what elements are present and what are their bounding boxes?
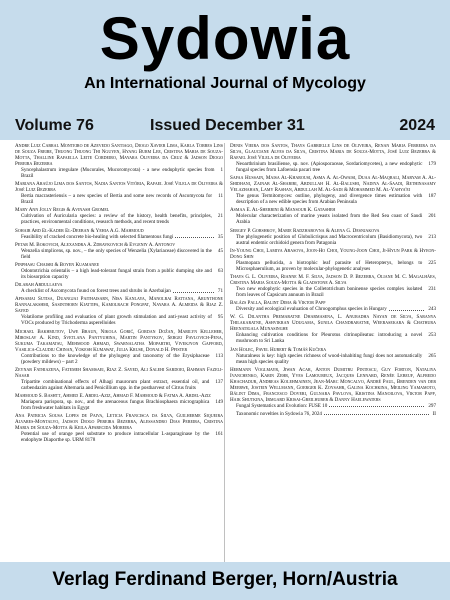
toc-entry — [230, 228, 436, 246]
volume-label: Volume 76 — [15, 117, 94, 134]
toc-entry-authors: Ana Patricia Sousa Lopes de Paiva, Leticia Francisca da Silva, Guilherme Siqueira Alvares-Montalvo, Jadson Diogo Pereira Bezerra, Alessandro Dias Pereira, Cristina Maria de Souza-Motta & Keila Aparecida Moreira — [15, 413, 223, 432]
toc-entry-title-line — [15, 314, 223, 326]
journal-title: Sydowia — [99, 5, 351, 72]
toc-entry-title-line — [230, 411, 436, 417]
toc-entry-authors: Pinphasu Chaisri & Boyen Kuamanee — [15, 261, 100, 268]
toc-entry-title: Mariapora parispora, sp. nov., and the arenaceous fungus Brachiosphaera micrographica from freshwater habitats in Egypt — [21, 398, 210, 411]
toc-leader-dots — [175, 234, 213, 239]
table-of-contents — [0, 143, 450, 563]
toc-entry-page: 35 — [217, 233, 223, 240]
toc-entry-title-line — [15, 234, 223, 240]
toc-entry-page: 21 — [217, 213, 223, 220]
toc-entry-title-line — [230, 286, 436, 298]
toc-entry-title-line — [230, 260, 436, 272]
toc-entry-title-line — [15, 399, 223, 411]
toc-entry-page: 243 — [428, 306, 436, 313]
issue-year: 2024 — [399, 117, 435, 134]
toc-entry-authors: Mahmoud S. Bashtt, Ahmed E. Abdel-Aziz, Ahmad F. Mahmoud & Fatma A. Abdel-Aziz — [15, 392, 211, 399]
toc-entry — [15, 296, 223, 326]
toc-entry-title: Neoarthrinium brasiliense, sp. nov. (Apiosporaceae, Sordariomycetes), a new endophytic fungal species from Lafoensia pacari tree — [236, 161, 423, 173]
toc-entry-title: Naturalness is key: high species richness of wood-inhabiting fungi does not automatically mean high species quality — [236, 352, 423, 365]
publisher-band — [0, 562, 450, 600]
toc-entry-title: Feasibility of cracked concrete bio-healing with selected filamentous fungi — [21, 233, 174, 240]
toc-entry-title: Contributions to the knowledge of the phylogeny and taxonomy of the Erysiphaceae (powdery mildews) – part 2 — [21, 352, 210, 365]
toc-entry-page: 137 — [215, 378, 223, 385]
toc-entry-title-line — [230, 332, 436, 344]
toc-entry-page: 231 — [428, 285, 436, 292]
toc-entry — [15, 181, 223, 205]
toc-entry-authors: Hermann Voglmayr, Jiwan Acar, Anton Dumitru Pintescu, Guy Forton, Nataliya Ivanchenko, Karin Zehr, Yves Lamoureux, Jacques Lennard, Renée Lebeuf, Alfredo Khachadur, Andreas Kolehmainen, Jean-Marc Moncalvo, André Paul, Brenden van der Meerwe, Jostein Wellmann, Goerger K. Zoysahr, Galina Kochkina, Meiling Yamamoto, Bálint Dima, Francesco Doveri, Gulnara Pavlova, Kristina Manoilova, Viktor Papp, Haik Shutkina, Irmgard Krisai-Greilhuber & Danny Haelewaters — [230, 366, 436, 403]
contents-column-left — [15, 143, 223, 563]
toc-entry-authors: W. G. Dilantha Premaratne Dharmasena, L. Anuradha Nayan de Silva, Saranya Thilakaratne, Ashvikran Udugama, Sunila Chandraratne, Weerasekara & Chathura Heenatigala Munasinghe — [230, 314, 436, 333]
toc-entry-title: The phylogenetic position of Globulicrispus and Macrocentricolum (Basidiomycota), two austral endemic orchidoid genera from Patagonia — [236, 233, 423, 246]
toc-entry-title: Two new endophytic species in the Colletotrichum boninense species complex isolated from leaves of Capsicum annuum in Brazil — [236, 285, 423, 298]
toc-entry-page: 161 — [215, 431, 223, 438]
toc-entry-authors: Balázs Palla, Balint Dima & Viktor Papp — [230, 300, 326, 307]
toc-entry-title-line — [230, 213, 436, 225]
toc-entry-title-line — [230, 306, 436, 312]
toc-entry — [230, 314, 436, 344]
toc-entry-page: 225 — [428, 259, 436, 266]
toc-entry — [15, 262, 223, 280]
toc-entry — [15, 228, 223, 240]
toc-entry-page: 265 — [428, 352, 436, 359]
toc-entry-authors: In-Young Choi, Lamiya Abasova, Joon-Ho Choi, Young-Joon Choi, Ji-Hyun Park & Hyeon-Dong Shin — [230, 247, 436, 260]
toc-entry-title-line — [15, 268, 223, 280]
toc-entry-title-line — [15, 213, 223, 225]
column-divider — [224, 143, 225, 563]
toc-entry — [15, 282, 223, 294]
toc-entry-title: Bertia macrasteriensis – a new species of Bertia and some new records of Ascomycota for Brazil — [21, 193, 213, 206]
toc-entry-title: Volatilome profiling and evaluation of plant growth stimulation and anti-yeast activity of VOCs produced by Trichoderma asperelloides — [21, 314, 212, 327]
toc-entry — [230, 367, 436, 409]
toc-leader-dots — [329, 403, 424, 408]
toc-entry-authors: Zeynab Fathiazena, Fatemeh Shamsaei, Riaz Z. Sayed, Ali Salehi Sardoei, Bahman Fazeli-Nasab — [15, 366, 223, 379]
toc-entry-title: Plasmopara pellucida, a biotrophic leaf parasite of Heteropterys, belongs to Microsphaerulium, as proven by molecular-phylogenetic analyses — [236, 259, 423, 272]
toc-entry-title: Molecular characterization of marine yeasts isolated from the Red Sea coast of Saudi Arabia — [236, 213, 423, 226]
toc-entry-authors: Apisamai Sutisa, Duangjai Paithaisarn, Nisa Kanlaya, Manolrai Rattana, Arunthone Rannalakshmi, Sasinthorn Kiattipa, Kamolrach Pongpat, Nayara A. Almeida & Riaz Z. Sayed — [15, 296, 223, 315]
toc-entry-title: Cultivation of Auricularia species: a review of the history, health benefits, principles, practices, environmental conditions, research methods, and recent trends — [21, 213, 212, 226]
toc-entry-authors: Jan Holec, Pavel Hubert & Tomáš Kučera — [230, 346, 327, 353]
toc-entry — [230, 347, 436, 365]
toc-entry-page: 253 — [428, 332, 436, 339]
toc-entry-title: Odontotrichia orientalis – a high lead-tolerant fungal strain from a public dumping site and its biosorption capacity — [21, 267, 212, 280]
toc-entry-page: 297 — [428, 402, 436, 409]
toc-entry-authors: Michael Bakhmutov, Uwe Braun, Nikola Gorić, Gordan Dožan, Marilyn Kelleher, Miroslav A. Kind, Svetlana Pantyuhina, Martin Pantykov, Sergej Pavlovich-Pena, Sukuma Takamatsu, Mehmood Ahmad, Swarnalatha Moparthi, Vivekjyon Gafford, Vasilica-Claudiu Chinan, Yokesh Kumawat, Julia Kruse, Donald H. Pfister — [15, 328, 223, 353]
toc-entry-page: 71 — [217, 288, 223, 295]
toc-entry-title: Diversity and ecological evaluation of Chroogomphus species in Hungary — [236, 306, 387, 313]
toc-entry-title-line — [230, 234, 436, 246]
journal-subtitle: An International Journal of Mycology — [84, 75, 366, 92]
toc-entry-authors: Petar M. Bokovich, Alexandra A. Zdravkovich & Evgeniy A. Antonov — [15, 241, 176, 248]
toc-entry-authors: Andre Luiz Cabral Monteiro de Azevedo Santiago, Diogo Xavier Lima, Karla Torres Lins de Souza Freire, Thuong Thuong Thi Nguyen, Hyang Burm Lee, Cristina Maria de Souza-Motta, Thalline Rafaella Leite Cordeiro, Mayara Oliveira da Cruz & Jadson Diogo Pereira Bezerra — [15, 143, 223, 167]
toc-entry-title-line — [230, 403, 436, 409]
toc-entry-authors: Mariana Araújo Lima dos Santos, Nadia Santos Vitória, Rafael José Vilela de Oliveira & José Luiz Bezerra — [15, 181, 223, 194]
toc-entry-page: 63 — [217, 267, 223, 274]
toc-entry — [15, 329, 223, 365]
toc-entry-authors: Dilarah Abdullaeva — [15, 282, 63, 289]
toc-entry — [230, 274, 436, 298]
toc-entry-page: 11 — [218, 193, 223, 200]
toc-entry-title: The genus Termitomyces: outline, phylogeny, and divergence times estimation with description of a new edible species from Arabian Peninsula — [236, 193, 423, 206]
toc-entry-authors: Denis Vieira dos Santos, Thays Gabrielle Lins de Oliveira, Renan Maria Ferreira da Silva, Glauciane Alves da Silva, Cristina Maria de Souza-Motta, José Luiz Bezerra & Rafael José Vilela de Oliveira — [230, 143, 436, 161]
issue-bar — [0, 112, 450, 140]
toc-entry-title-line — [15, 248, 223, 260]
toc-entry-title: Tripartite combinational effects of Alhagi maurorum plant extract, essential oil, and carbendazim against Alternaria and Penicillium spp. in the postharvest of Citrus fruits — [21, 378, 210, 391]
toc-entry-title-line — [15, 288, 223, 294]
toc-entry-title-line — [15, 379, 223, 391]
toc-entry-title: Taxonomic novelties in Sydowia 76, 2024 — [236, 410, 322, 417]
toc-entry-title-line — [230, 353, 436, 365]
toc-entry-title-line — [230, 193, 436, 205]
toc-entry — [230, 411, 436, 417]
contents-column-right — [230, 143, 436, 563]
toc-entry-title: Enhancing cultivation conditions for Pleurotus citrinopileatus: introducing a novel mushroom to Sri Lanka — [236, 332, 423, 345]
toc-entry — [230, 300, 436, 312]
toc-entry-title-line — [230, 161, 436, 173]
toc-entry-page: II — [432, 410, 436, 417]
toc-entry-title: Wenzelia simplicens, sp. nov., – the only species of Wenzelia (Xylariaceae) discovered in the field — [21, 247, 212, 260]
toc-entry-title: Potential use of orange peel substrate to produce intracellular L-asparaginase by the endophyte Diaporthe sp. URM 8178 — [21, 431, 210, 444]
toc-entry-authors: Safaa Hussain, Maisa Al-Kharousi, Asma A. Al-Owaisi, Duaa Al-Maqbali, Maryam A. Al-Shidhani, Zainab Al-Shabibi, Abdullah H. Al-Balushi, Nadiya Al-Saadi, Rethinasamy Velazhahan, Lamy Rashan, Abdullah M. Al-Sadi & Mohammed M. Al-Yahya'ei — [230, 175, 436, 194]
toc-entry-page: 187 — [428, 193, 436, 200]
toc-leader-dots — [389, 306, 425, 311]
toc-entry — [230, 248, 436, 272]
toc-entry — [15, 143, 223, 179]
toc-entry — [15, 393, 223, 411]
toc-entry-title-line — [15, 167, 223, 179]
toc-entry — [230, 175, 436, 205]
toc-entry-title: Fungal Systematics and Evolution: FUSE 10 — [236, 402, 328, 409]
toc-entry-title-line — [15, 431, 223, 443]
toc-entry — [15, 242, 223, 260]
toc-entry-page: 95 — [217, 314, 223, 321]
toc-entry — [15, 207, 223, 225]
toc-entry-page: 213 — [428, 233, 436, 240]
toc-entry-page: 113 — [215, 352, 223, 359]
toc-entry-page: 201 — [428, 213, 436, 220]
toc-entry-page: 1 — [220, 167, 223, 173]
toc-entry-authors: Thays G. L. Oliveira, Rianne M. F. Silva, Jadson D. P. Bezerra, Oliane M. C. Magalhães, Cristina Maria Souza-Motta & Gladstone A. Silva — [230, 273, 436, 286]
toc-entry-title-line — [15, 193, 223, 205]
toc-entry-page: 179 — [428, 161, 436, 167]
toc-entry-page: 45 — [217, 247, 223, 254]
toc-entry — [230, 143, 436, 173]
toc-entry-title: A checklist of Ascomycota found on forest trees and shrubs in Azerbaijan — [21, 288, 171, 295]
toc-entry-title: Syncephalastrum irregulare (Mucorales, Mucoromycota) - a new endophytic species from Brazil — [21, 167, 215, 179]
issued-date: Issued December 31 — [150, 117, 305, 134]
publisher-name: Verlag Ferdinand Berger, Horn/Austria — [52, 569, 398, 590]
toc-leader-dots — [173, 288, 214, 293]
toc-entry — [15, 413, 223, 443]
toc-leader-dots — [324, 411, 429, 416]
toc-entry-authors: Asmaa E. Al-Sherbini & Mansour K. Gatasheh — [230, 207, 336, 214]
masthead — [0, 0, 450, 112]
toc-entry-authors: Sohair Abd El-Kader El-Deeban & Yehia A.G. Mahmoud — [15, 227, 144, 234]
toc-entry — [230, 207, 436, 225]
toc-entry-authors: Sergey P. Gorshkov, Marie Radzhabovna & Alena G. Desnjakova — [230, 227, 380, 234]
toc-entry-authors: Mary Ann Jolly Regis & Avinash Gromel — [15, 207, 110, 214]
toc-entry-page: 149 — [215, 398, 223, 405]
toc-entry-title-line — [15, 353, 223, 365]
toc-entry — [15, 367, 223, 391]
